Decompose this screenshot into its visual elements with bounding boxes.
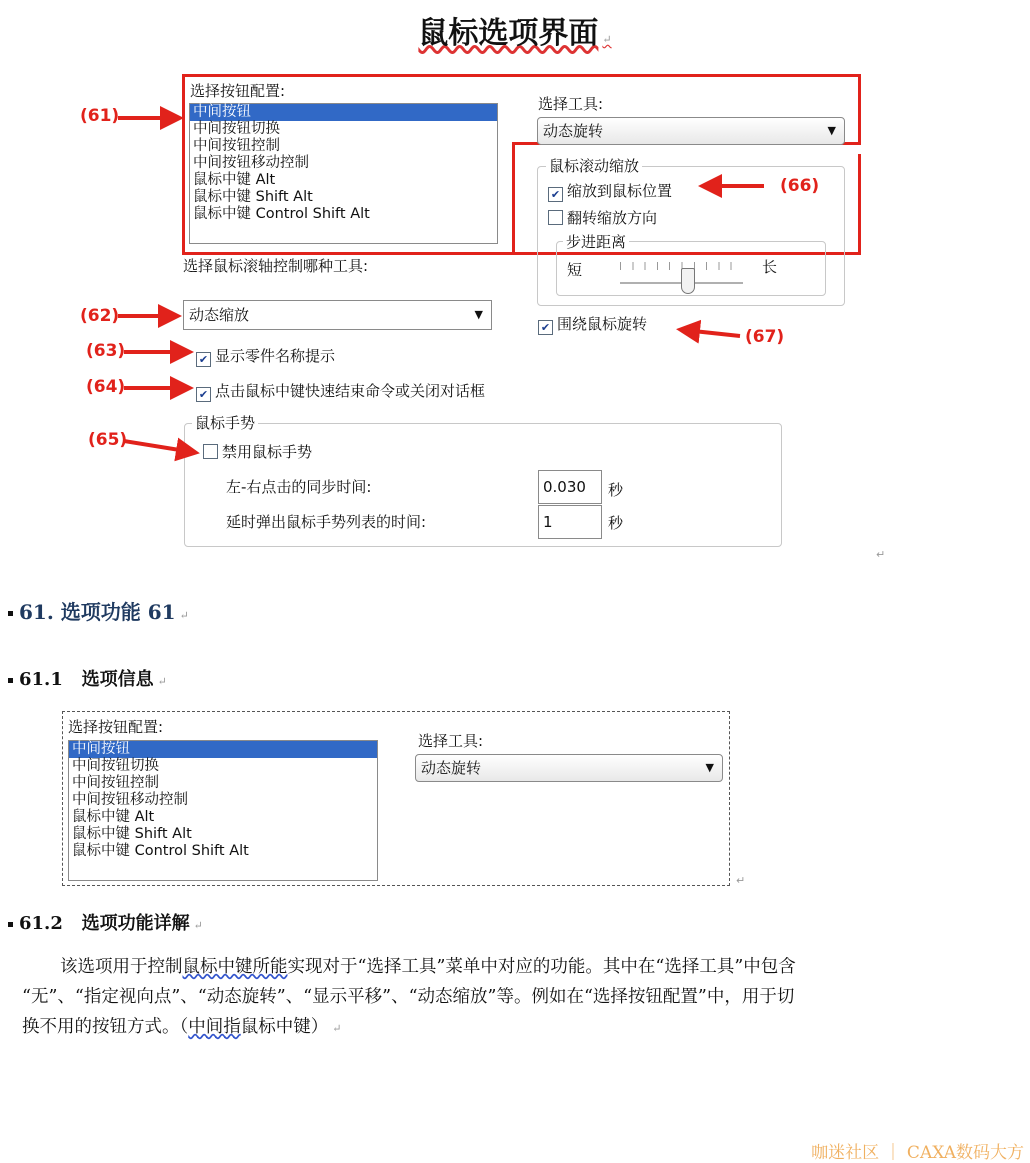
list-item[interactable]: 中间按钮 — [190, 104, 497, 121]
checkbox-checked-icon[interactable]: ✔ — [548, 187, 563, 202]
middle-click-finish-checkbox[interactable]: ✔ 点击鼠标中键快速结束命令或关闭对话框 — [196, 380, 485, 402]
page-title: 鼠标选项界面 ↵ — [418, 16, 612, 51]
arrow-67 — [684, 330, 740, 336]
watermark: 咖迷社区 ｜ CAXA数码大方 — [811, 1143, 1024, 1163]
sync-time-input[interactable]: 0.030 — [538, 470, 602, 504]
chevron-down-icon: ▼ — [474, 308, 483, 321]
select-tool-label: 选择工具: — [538, 95, 604, 113]
step-distance-title: 步进距离 — [563, 231, 629, 252]
rotate-around-cursor-checkbox[interactable]: ✔ 围绕鼠标旋转 — [538, 313, 647, 335]
select-tool-label-2: 选择工具: — [418, 732, 484, 750]
chevron-down-icon: ▼ — [827, 124, 836, 137]
list-item[interactable]: 鼠标中键 Control Shift Alt — [193, 206, 370, 222]
arrow-65 — [124, 441, 192, 452]
popup-delay-label: 延时弹出鼠标手势列表的时间: — [226, 513, 427, 531]
callout-66: (66) — [780, 176, 820, 196]
list-item[interactable]: 中间按钮切换 — [193, 121, 280, 137]
list-item[interactable]: 鼠标中键 Alt — [72, 809, 155, 825]
popup-delay-input[interactable]: 1 — [538, 505, 602, 539]
invert-zoom-checkbox[interactable]: 翻转缩放方向 — [548, 207, 657, 228]
list-item[interactable]: 鼠标中键 Shift Alt — [193, 189, 313, 205]
section-61-heading: 61. 选项功能 61 ↵ — [8, 596, 189, 625]
popup-delay-unit: 秒 — [608, 514, 624, 532]
list-item[interactable]: 中间按钮控制 — [193, 138, 280, 154]
step-long-label: 长 — [762, 258, 778, 276]
checkbox-checked-icon[interactable]: ✔ — [196, 387, 211, 402]
disable-gesture-checkbox[interactable]: 禁用鼠标手势 — [203, 441, 312, 462]
list-item[interactable]: 中间按钮移动控制 — [72, 792, 188, 808]
button-config-label: 选择按钮配置: — [190, 82, 286, 100]
callout-65: (65) — [88, 430, 128, 450]
list-item[interactable]: 鼠标中键 Shift Alt — [72, 826, 192, 842]
list-item[interactable]: 中间按钮切换 — [72, 758, 159, 774]
section-61-2-heading: 61.2 选项功能详解 ↵ — [8, 909, 203, 935]
wheel-tool-dropdown[interactable]: 动态缩放 ▼ — [183, 300, 492, 330]
step-short-label: 短 — [567, 261, 583, 279]
list-item[interactable]: 鼠标中键 Control Shift Alt — [72, 843, 249, 859]
list-item[interactable]: 鼠标中键 Alt — [193, 172, 276, 188]
sync-time-label: 左-右点击的同步时间: — [226, 478, 372, 496]
list-item[interactable]: 中间按钮 — [69, 741, 377, 758]
button-config-listbox-2[interactable] — [68, 740, 378, 881]
select-tool-dropdown[interactable]: 动态旋转 ▼ — [537, 117, 845, 145]
callout-63: (63) — [86, 341, 126, 361]
checkbox-checked-icon[interactable]: ✔ — [538, 320, 553, 335]
callout-62: (62) — [80, 306, 120, 326]
list-item[interactable]: 中间按钮控制 — [72, 775, 159, 791]
button-config-label-2: 选择按钮配置: — [68, 718, 164, 736]
body-paragraph: 该选项用于控制鼠标中键所能实现对于“选择工具”菜单中对应的功能。其中在“选择工具”中包含 “无”、“指定视向点”、“动态旋转”、“显示平移”、“动态缩放”等。例如在“选择按钮配置”中，用于切 换不用的按钮方式。（中间指鼠标中键） ↵ — [22, 957, 796, 1037]
callout-67: (67) — [745, 327, 785, 347]
callout-61: (61) — [80, 106, 120, 126]
sync-time-unit: 秒 — [608, 481, 624, 499]
wheel-tool-label: 选择鼠标滚轴控制哪种工具: — [183, 257, 369, 275]
list-item[interactable]: 中间按钮移动控制 — [193, 155, 309, 171]
checkbox-checked-icon[interactable]: ✔ — [196, 352, 211, 367]
mouse-gesture-group-title: 鼠标手势 — [192, 412, 258, 433]
wheel-zoom-group-title: 鼠标滚动缩放 — [546, 155, 642, 176]
callout-64: (64) — [86, 377, 126, 397]
zoom-to-cursor-checkbox[interactable]: ✔ 缩放到鼠标位置 — [548, 180, 672, 202]
select-tool-dropdown-2[interactable]: 动态旋转 ▼ — [415, 754, 723, 782]
section-61-1-heading: 61.1 选项信息 ↵ — [8, 665, 167, 691]
chevron-down-icon: ▼ — [705, 761, 714, 774]
show-part-name-checkbox[interactable]: ✔ 显示零件名称提示 — [196, 345, 335, 367]
